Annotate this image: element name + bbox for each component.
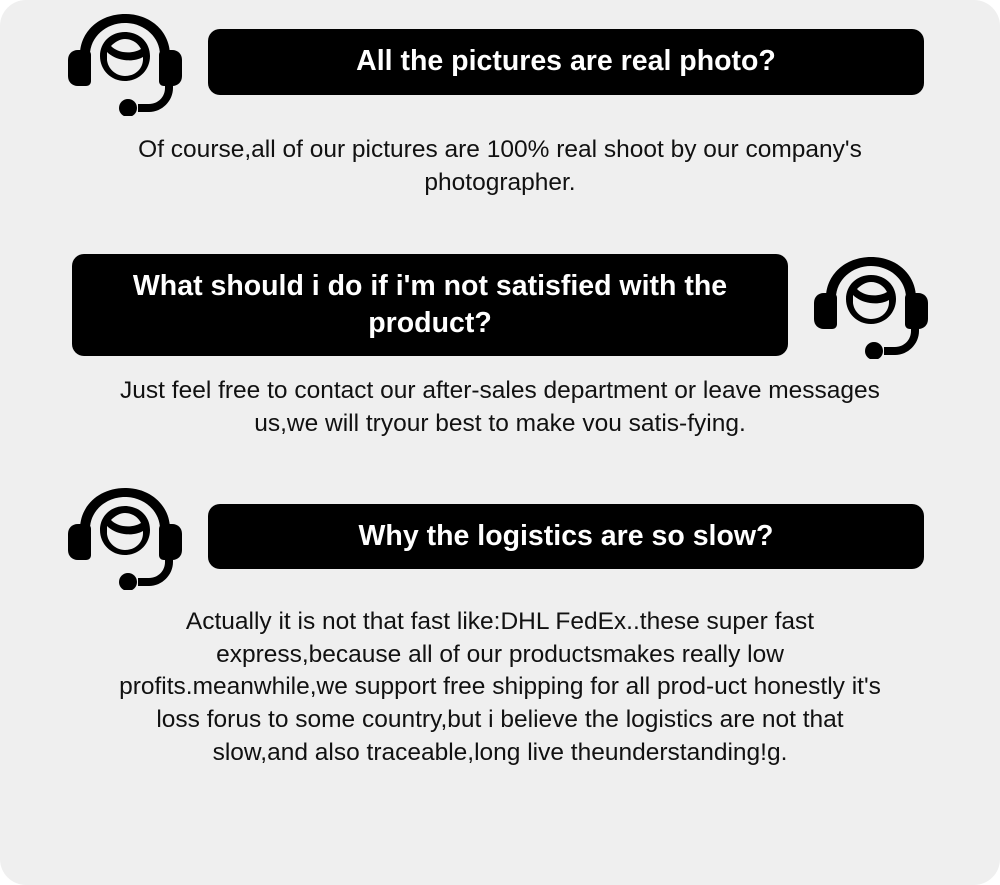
faq-2-question: What should i do if i'm not satisfied with the product? xyxy=(72,254,788,356)
headset-agent-icon xyxy=(810,251,932,359)
faq-2-header-row xyxy=(0,251,1000,359)
faq-3-question: Why the logistics are so slow? xyxy=(208,504,924,569)
faq-1-header-row xyxy=(0,8,1000,116)
faq-1-question: All the pictures are real photo? xyxy=(208,29,924,94)
faq-item-2 xyxy=(0,199,1000,440)
headset-agent-icon xyxy=(64,8,186,116)
faq-3-answer: Actually it is not that fast like:DHL FedEx..these super fast express,because all of our productsmakes really low profits.meanwhile,we support free shipping for all prod-uct honestly it's loss forus to some country,but i believe the logistics are not that slow,and also traceable,long live theunderstanding!g. xyxy=(119,608,881,766)
headset-agent-icon xyxy=(64,482,186,590)
faq-2-answer: Just feel free to contact our after-sales department or leave messages us,we will tryour best to make vou satis-fying. xyxy=(120,377,880,437)
faq-item-3 xyxy=(0,440,1000,769)
faq-3-header-row xyxy=(0,482,1000,590)
faq-1-answer: Of course,all of our pictures are 100% real shoot by our company's photographer. xyxy=(138,136,862,196)
faq-item-1 xyxy=(0,0,1000,199)
